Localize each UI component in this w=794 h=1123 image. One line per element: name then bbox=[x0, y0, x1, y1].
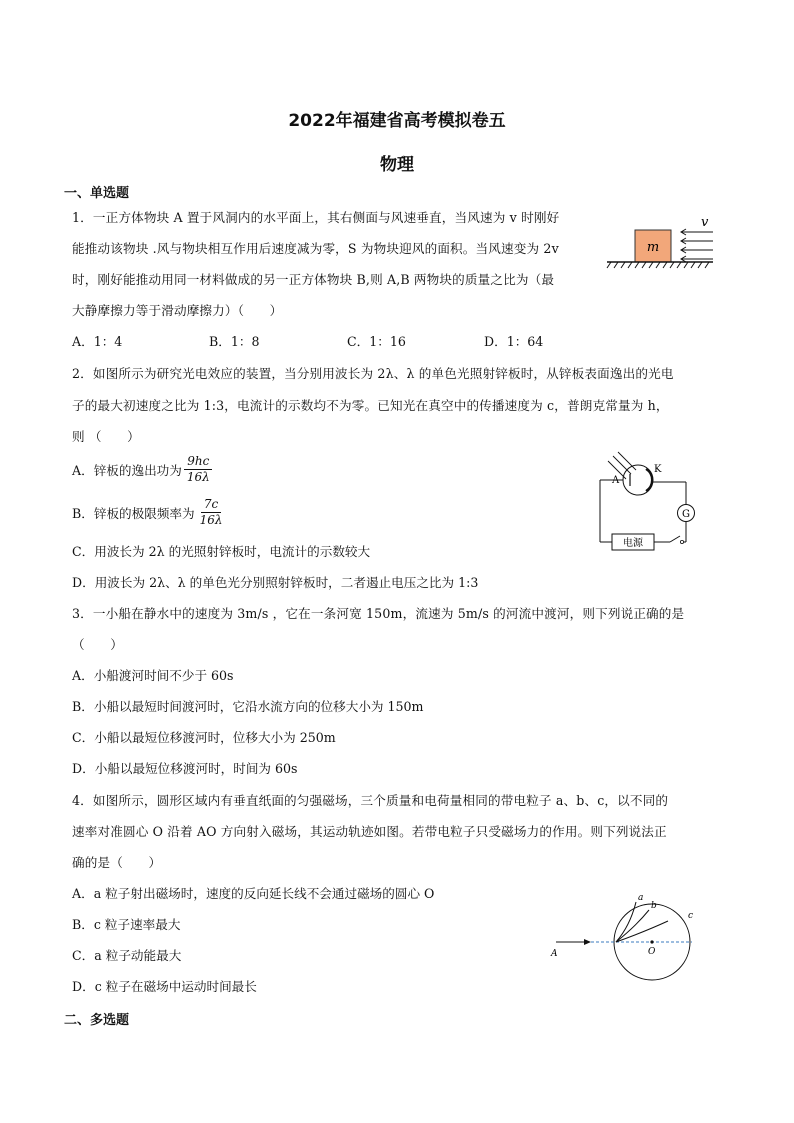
label-point-a: A bbox=[551, 949, 558, 959]
q2-option-d: D．用波长为 2λ、λ 的单色光分别照射锌板时，二者遏止电压之比为 1:3 bbox=[72, 575, 479, 590]
label-k: K bbox=[654, 464, 662, 475]
q3-option-b: B．小船以最短时间渡河时，它沿水流方向的位移大小为 150m bbox=[72, 699, 424, 714]
q2-option-b-fraction bbox=[197, 497, 226, 528]
q2-option-a-fraction bbox=[184, 454, 213, 485]
wind-speed-label: v bbox=[701, 215, 709, 230]
q1-option-a: A．1：4 bbox=[72, 334, 123, 349]
q3-option-d: D．小船以最短位移渡河时，时间为 60s bbox=[72, 761, 298, 776]
q2-line-1: 2．如图所示为研究光电效应的装置，当分别用波长为 2λ、λ 的单色光照射锌板时，从锌板表面逸出的光电 bbox=[72, 366, 674, 381]
q2-photoelectric-circuit-figure bbox=[596, 450, 706, 560]
q4-magnetic-field-figure bbox=[544, 890, 704, 986]
label-c: c bbox=[688, 911, 694, 921]
q2-option-b-text: B．锌板的极限频率为 bbox=[72, 506, 195, 521]
label-b: b bbox=[651, 901, 657, 911]
block-label: m bbox=[646, 240, 660, 255]
center-o-dot bbox=[650, 940, 653, 943]
q2-option-a bbox=[72, 454, 213, 485]
section-heading-multi-choice: 二、多选题 bbox=[64, 1013, 130, 1028]
label-center-o: O bbox=[648, 947, 656, 957]
q2-option-c: C．用波长为 2λ 的光照射锌板时，电流计的示数较大 bbox=[72, 544, 371, 559]
q3-option-a: A．小船渡河时间不少于 60s bbox=[72, 668, 234, 683]
power-supply-label: 电源 bbox=[623, 538, 643, 549]
q4-option-a: A．a 粒子射出磁场时，速度的反向延长线不会通过磁场的圆心 O bbox=[72, 886, 435, 901]
q3-line-2: （ ） bbox=[72, 637, 123, 652]
q4-option-c: C．a 粒子动能最大 bbox=[72, 948, 182, 963]
q4-line-1: 4．如图所示，圆形区域内有垂直纸面的匀强磁场，三个质量和电荷量相同的带电粒子 a、b、c，以不同的 bbox=[72, 793, 669, 808]
q1-line-3: 时，刚好能推动用同一材料做成的另一正方体物块 B,则 A,B 两物块的质量之比为（最 bbox=[72, 272, 555, 287]
q4-line-3: 确的是（ ） bbox=[72, 855, 162, 870]
label-a: a bbox=[638, 893, 644, 903]
galvanometer-label: G bbox=[682, 509, 690, 520]
q2-option-b bbox=[72, 497, 225, 528]
q4-option-d: D．c 粒子在磁场中运动时间最长 bbox=[72, 979, 257, 994]
q2-option-a-text: A．锌板的逸出功为 bbox=[72, 463, 182, 478]
q1-option-b: B．1：8 bbox=[209, 334, 260, 349]
section-heading-single-choice: 一、单选题 bbox=[64, 186, 130, 201]
q2-option-a-numerator: 9hc bbox=[184, 454, 212, 470]
wind-arrows bbox=[681, 229, 713, 262]
q2-option-a-denominator: 16λ bbox=[186, 470, 210, 484]
label-a: A bbox=[612, 475, 620, 486]
q2-line-2: 子的最大初速度之比为 1:3，电流计的示数均不为零。已知光在真空中的传播速度为 c，普朗克常量为 h， bbox=[72, 398, 669, 413]
q1-line-4: 大静摩擦力等于滑动摩擦力）（ ） bbox=[72, 303, 283, 318]
q3-line-1: 3．一小船在静水中的速度为 3m/s ，它在一条河宽 150m，流速为 5m/s 的河流中渡河，则下列说正确的是 bbox=[72, 606, 685, 621]
q2-option-b-denominator: 16λ bbox=[199, 513, 223, 527]
q1-line-1: 1．一正方体物块 A 置于风洞内的水平面上，其右侧面与风速垂直，当风速为 v 时刚好 bbox=[72, 210, 560, 225]
entry-arrowhead bbox=[584, 939, 591, 945]
page-subtitle: 物理 bbox=[380, 155, 414, 175]
ground-hatch bbox=[607, 262, 709, 268]
q4-line-2: 速率对准圆心 O 沿着 AO 方向射入磁场，其运动轨迹如图。若带电粒子只受磁场力的作用。则下列说法正 bbox=[72, 824, 667, 839]
q1-option-d: D．1：64 bbox=[484, 334, 544, 349]
q2-option-b-numerator: 7c bbox=[201, 497, 221, 513]
q1-wind-block-figure bbox=[605, 212, 725, 274]
q1-line-2: 能推动该物块 .风与物块相互作用后速度减为零，S 为物块迎风的面积。当风速变为 2v bbox=[72, 241, 559, 256]
q3-option-c: C．小船以最短位移渡河时，位移大小为 250m bbox=[72, 730, 336, 745]
switch-contact bbox=[680, 540, 683, 543]
q2-line-3: 则 （ ） bbox=[72, 429, 140, 444]
q1-option-c: C．1：16 bbox=[347, 334, 406, 349]
page-title: 2022年福建省高考模拟卷五 bbox=[288, 111, 506, 131]
circuit-wires bbox=[600, 480, 686, 542]
particle-trajectories bbox=[616, 902, 668, 942]
q4-option-b: B．c 粒子速率最大 bbox=[72, 917, 181, 932]
